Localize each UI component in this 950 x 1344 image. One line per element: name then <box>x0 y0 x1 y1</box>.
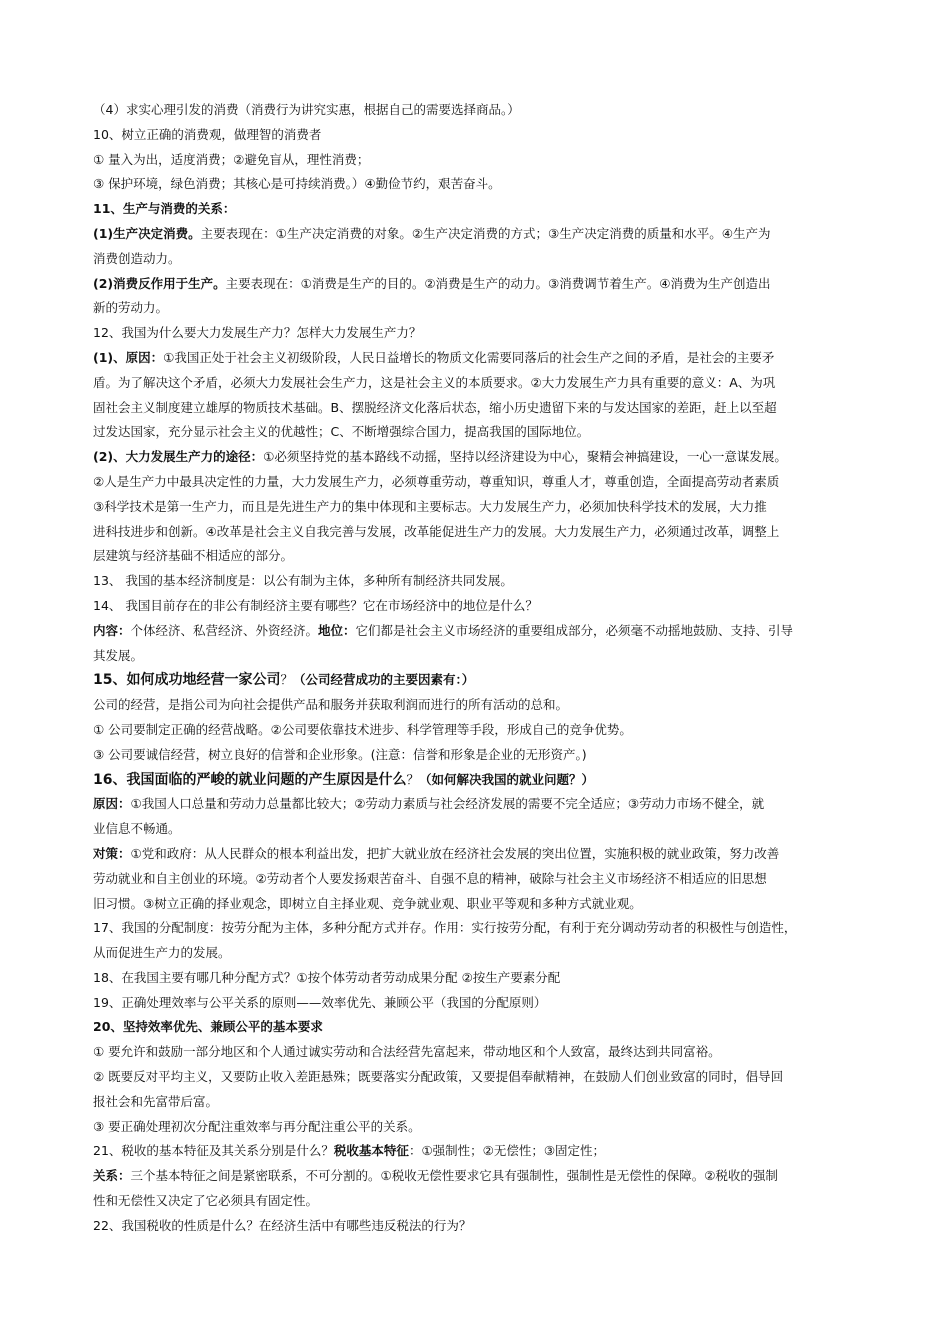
text-line: 19、正确处理效率与公平关系的原则——效率优先、兼顾公平（我国的分配原则） <box>93 994 547 1010</box>
text-line: 14、 我国目前存在的非公有制经济主要有哪些？它在市场经济中的地位是什么？ <box>93 597 538 613</box>
text-line: 10、树立正确的消费观，做理智的消费者 <box>93 126 322 142</box>
text-line: ② 既要反对平均主义，又要防止收入差距悬殊；既要落实分配政策，又要提倡奉献精神，在鼓励人们创业致富的同时，倡导回 <box>93 1069 784 1085</box>
text-line: 其发展。 <box>93 647 144 663</box>
bold-term: 16、我国面临的严峻的就业问题的产生原因是什么 <box>93 771 407 788</box>
text-line: ① 量入为出，适度消费；②避免盲从，理性消费； <box>93 151 370 167</box>
bold-term: 地位： <box>318 622 356 638</box>
text-line <box>93 1139 873 1164</box>
text-line: ① 要允许和鼓励一部分地区和个人通过诚实劳动和合法经营先富起来，带动地区和个人致富，最终达到共同富裕。 <box>93 1044 721 1060</box>
text-line: 22、我国税收的性质是什么？在经济生活中有哪些违反税法的行为？ <box>93 1217 472 1233</box>
text-span: 主要表现在：①消费是生产的目的。②消费是生产的动力。③消费调节着生产。④消费为生产创造出 <box>225 275 771 291</box>
text-line: 进科技进步和创新。④改革是社会主义自我完善与发展，改革能促进生产力的发展。大力发展生产力，必须通过改革，调整上 <box>93 523 780 539</box>
bold-term: 原因： <box>93 796 131 812</box>
section-heading <box>93 668 873 693</box>
text-span: 它们都是社会主义市场经济的重要组成部分，必须毫不动摇地鼓励、支持、引导 <box>355 622 794 638</box>
text-line: 报社会和先富带后富。 <box>93 1093 219 1109</box>
text-line: 旧习惯。③树立正确的择业观念，即树立自主择业观、竞争就业观、职业平等观和多种方式就业观。 <box>93 895 642 911</box>
bold-term: (1)、原因： <box>93 349 164 365</box>
text-line: 18、在我国主要有哪几种分配方式？①按个体劳动者劳动成果分配 ②按生产要素分配 <box>93 969 561 985</box>
text-span: ①我国正处于社会主义初级阶段，人民日益增长的物质文化需要同落后的社会生产之间的矛盾，是社会的主要矛 <box>163 349 775 365</box>
text-line: 业信息不畅通。 <box>93 821 181 837</box>
text-line <box>93 346 873 371</box>
section-heading: 20、坚持效率优先、兼顾公平的基本要求 <box>93 1019 323 1035</box>
text-line: ③ 保护环境，绿色消费；其核心是可持续消费。）④勤俭节约，艰苦奋斗。 <box>93 176 501 192</box>
bold-term: 对策： <box>93 845 131 861</box>
text-span: ①必须坚持党的基本路线不动摇，坚持以经济建设为中心，聚精会神搞建设，一心一意谋发展。 <box>263 449 787 465</box>
bold-term: 税收基本特征 <box>333 1143 409 1159</box>
bold-term: (2)、大力发展生产力的途径： <box>93 449 264 465</box>
text-line <box>93 1164 873 1189</box>
bold-term: (2)消费反作用于生产。 <box>93 275 226 291</box>
text-span: 三个基本特征之间是紧密联系，不可分割的。①税收无偿性要求它具有强制性，强制性是无偿性的保障。②税收的强制 <box>130 1168 778 1184</box>
bold-term: （公司经营成功的主要因素有：） <box>293 672 475 688</box>
text-line <box>93 842 873 867</box>
bold-term: (1)生产决定消费。 <box>93 225 201 241</box>
text-line: 公司的经营，是指公司为向社会提供产品和服务并获取利润而进行的所有活动的总和。 <box>93 697 569 713</box>
text-line <box>93 445 873 470</box>
text-line: ① 公司要制定正确的经营战略。②公司要依靠技术进步、科学管理等手段，形成自己的竞争优势。 <box>93 721 632 737</box>
text-line <box>93 222 873 247</box>
bold-term: （如何解决我国的就业问题？） <box>419 771 595 787</box>
bold-term: 关系： <box>93 1168 131 1184</box>
text-line: 层建筑与经济基础不相适应的部分。 <box>93 548 294 564</box>
text-span: ？ <box>280 672 293 688</box>
text-span: ：①强制性；②无偿性；③固定性； <box>408 1143 606 1159</box>
document-page <box>93 98 873 1239</box>
text-line <box>93 619 873 644</box>
section-heading: 11、生产与消费的关系： <box>93 201 236 217</box>
bold-term: 15、如何成功地经营一家公司 <box>93 672 281 689</box>
text-line <box>93 272 873 297</box>
text-span: ？ <box>406 771 419 787</box>
text-line: ③科学技术是第一生产力，而且是先进生产力的集中体现和主要标志。大力发展生产力，必须加快科学技术的发展，大力推 <box>93 498 767 514</box>
text-line <box>93 792 873 817</box>
section-heading <box>93 768 873 793</box>
text-span: ①我国人口总量和劳动力总量都比较大；②劳动力素质与社会经济发展的需要不完全适应；③劳动力市场不健全，就 <box>130 796 765 812</box>
text-line: 17、我国的分配制度：按劳分配为主体，多种分配方式并存。作用：实行按劳分配，有利于充分调动劳动者的积极性与创造性， <box>93 920 797 936</box>
text-line: ③ 公司要诚信经营，树立良好的信誉和企业形象。(注意：信誉和形象是企业的无形资产。) <box>93 746 587 762</box>
text-line: 性和无偿性又决定了它必须具有固定性。 <box>93 1193 319 1209</box>
text-line: 过发达国家，充分显示社会主义的优越性；C、不断增强综合国力，提高我国的国际地位。 <box>93 424 590 440</box>
text-line: 新的劳动力。 <box>93 300 169 316</box>
text-line: 盾。为了解决这个矛盾，必须大力发展社会生产力，这是社会主义的本质要求。②大力发展生产力具有重要的意义：A、为巩 <box>93 374 776 390</box>
text-span: ①党和政府：从人民群众的根本利益出发，把扩大就业放在经济社会发展的突出位置，实施积极的就业政策，努力改善 <box>130 845 780 861</box>
text-line: 劳动就业和自主创业的环境。②劳动者个人要发扬艰苦奋斗、自强不息的精神，破除与社会主义市场经济不相适应的旧思想 <box>93 870 767 886</box>
text-line: 固社会主义制度建立雄厚的物质技术基础。B、摆脱经济文化落后状态，缩小历史遗留下来的与发达国家的差距，赶上以至超 <box>93 399 777 415</box>
text-line: ③ 要正确处理初次分配注重效率与再分配注重公平的关系。 <box>93 1118 421 1134</box>
bold-term: 内容： <box>93 622 131 638</box>
text-span: 个体经济、私营经济、外资经济。 <box>130 622 319 638</box>
text-span: 21、税收的基本特征及其关系分别是什么？ <box>93 1143 334 1159</box>
text-line: ②人是生产力中最具决定性的力量，大力发展生产力，必须尊重劳动，尊重知识，尊重人才，尊重创造，全面提高劳动者素质 <box>93 473 780 489</box>
text-line: 13、 我国的基本经济制度是：以公有制为主体，多种所有制经济共同发展。 <box>93 573 513 589</box>
text-line: （4）求实心理引发的消费（消费行为讲究实惠，根据自己的需要选择商品。） <box>93 102 520 117</box>
text-line: 消费创造动力。 <box>93 250 181 266</box>
text-span: 主要表现在：①生产决定消费的对象。②生产决定消费的方式；③生产决定消费的质量和水平。④生产为 <box>200 225 771 241</box>
text-line: 从而促进生产力的发展。 <box>93 945 231 961</box>
text-line: 12、我国为什么要大力发展生产力？怎样大力发展生产力？ <box>93 325 422 341</box>
